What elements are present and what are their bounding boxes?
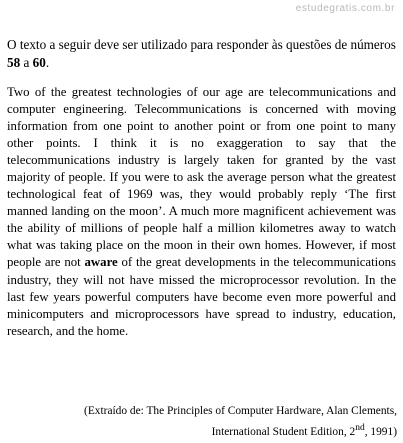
- source-citation: [67, 403, 397, 441]
- instruction-text: O texto a seguir deve ser utilizado para responder às questões de números: [7, 37, 396, 52]
- question-instruction: [7, 36, 397, 72]
- question-number-end: 60: [32, 55, 46, 70]
- edition-ordinal-suffix: nd: [355, 423, 365, 433]
- instruction-connector: a: [20, 55, 33, 70]
- emphasized-word: aware: [84, 255, 118, 270]
- reading-passage: [7, 84, 396, 340]
- instruction-period: .: [45, 55, 50, 70]
- passage-text-part-1: Two of the greatest technologies of our age are telecommunications and computer engineering. Telecommunications is concerned with moving information from one point to another point or from one point to many other points. I think it is no exaggeration to say that the telecommunications industry is largely taken for granted by the vast majority of people. If you were to ask the average person what the greatest technological feat of 1969 was, they would probably reply ‘The first manned landing on the moon’. A much more magnificent achievement was the ability of millions of people half a million kilometres away to watch what was taking place on the moon in their own homes. However, if most people are not: [7, 85, 396, 270]
- citation-line-1: (Extraído de: The Principles of Computer Hardware, Alan Clements,: [84, 405, 397, 417]
- citation-year: , 1991): [364, 425, 397, 438]
- citation-line-2: International Student Edition, 2: [211, 425, 356, 438]
- question-number-start: 58: [7, 55, 21, 70]
- passage-text-part-2: of the great developments in the telecommunications industry, they will not have missed the microprocessor revolution. In the last few years powerful computers have become even more powerful and minicomputers and microprocessors have spread to industry, education, research, and the home.: [7, 255, 396, 338]
- site-watermark: estudegratis.com.br: [295, 3, 395, 14]
